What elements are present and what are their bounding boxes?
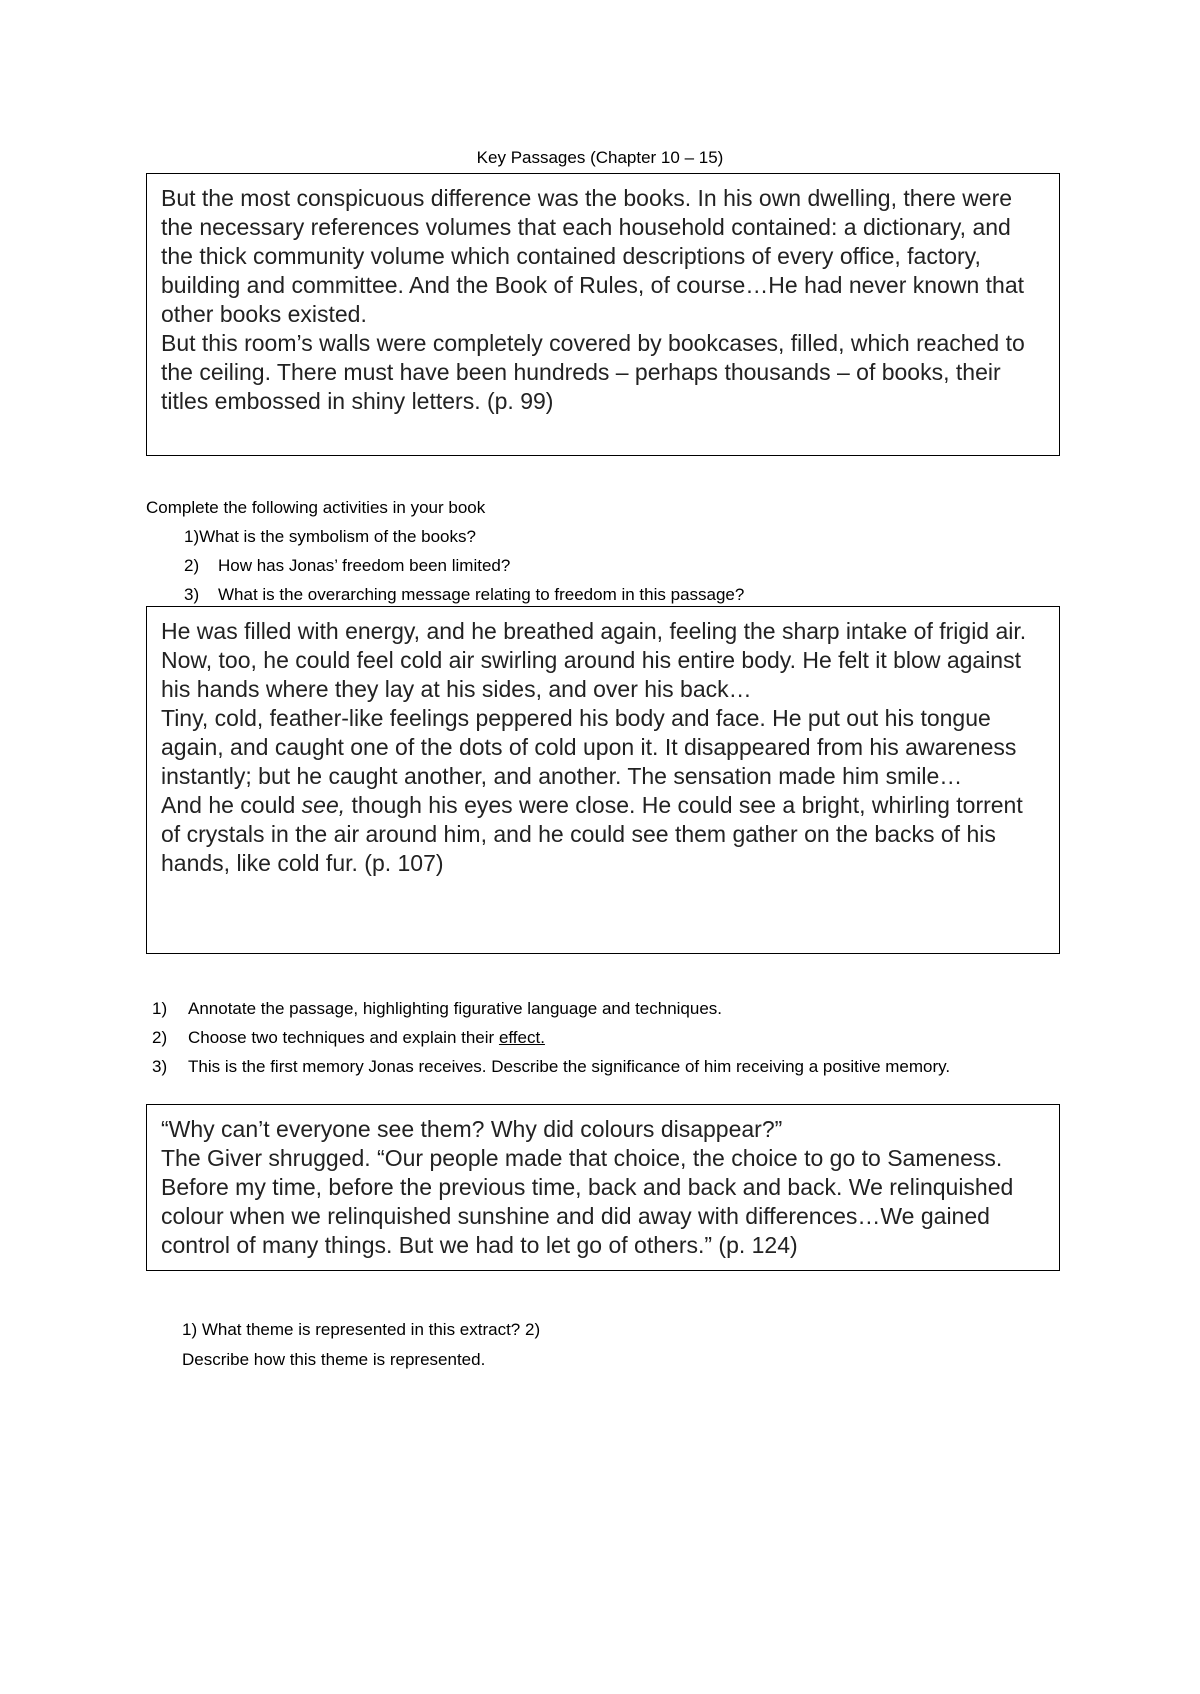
list-item xyxy=(152,994,1032,1023)
question-number: 2) xyxy=(184,556,200,575)
underlined-word: effect. xyxy=(498,1028,545,1047)
activities-intro: Complete the following activities in your book xyxy=(146,498,486,517)
passage-box-snow xyxy=(146,606,1060,954)
list-item xyxy=(184,527,744,556)
theme-question-line: Describe how this theme is represented. xyxy=(182,1350,486,1369)
passage-paragraph: The Giver shrugged. “Our people made that choice, the choice to go to Sameness. Before my time, before the previous time, back and back and back. We relinquished colour when we relinquished sunshine and did away with differences…We gained control of many things. But we had to let go of others.” (p. 124) xyxy=(161,1145,1014,1258)
question-number: 3) xyxy=(152,1057,168,1076)
list-item xyxy=(152,1052,1032,1081)
question-text: Annotate the passage, highlighting figurative language and techniques. xyxy=(188,999,723,1018)
question-number: 1) xyxy=(184,527,200,546)
question-text: This is the first memory Jonas receives. Describe the significance of him receiving a positive memory. xyxy=(188,1057,951,1076)
theme-question-line: 1) What theme is represented in this extract? 2) xyxy=(182,1320,541,1339)
theme-question xyxy=(182,1315,540,1375)
passage-text: though his eyes were close. He could see a bright, whirling torrent of crystals in the air around him, and he could see them gather on the backs of his hands, like cold fur. (p. 107) xyxy=(161,792,1023,876)
list-item xyxy=(184,556,744,585)
question-text: How has Jonas’ freedom been limited? xyxy=(218,556,511,575)
emphasized-word: see, xyxy=(301,792,346,818)
passage-paragraph xyxy=(161,791,1045,878)
passage-paragraph: He was filled with energy, and he breathed again, feeling the sharp intake of frigid air. Now, too, he could feel cold air swirling around his entire body. He felt it blow against his hands where they lay at his sides, and over his back… xyxy=(161,618,1027,702)
question-number: 3) xyxy=(184,585,200,604)
list-item xyxy=(152,1023,1032,1052)
question-number: 1) xyxy=(152,999,168,1018)
question-text: Choose two techniques and explain their xyxy=(188,1028,499,1047)
passage-paragraph: “Why can’t everyone see them? Why did colours disappear?” xyxy=(161,1116,783,1142)
page-title: Key Passages (Chapter 10 – 15) xyxy=(476,148,724,167)
passage-box-colours xyxy=(146,1104,1060,1271)
activity-list-snow xyxy=(152,994,1032,1081)
question-text: What is the symbolism of the books? xyxy=(199,527,476,546)
passage-paragraph: Tiny, cold, feather-like feelings peppered his body and face. He put out his tongue again, and caught one of the dots of cold upon it. It disappeared from his awareness instantly; but he caught another, and another. The sensation made him smile… xyxy=(161,705,1017,789)
activity-list-books xyxy=(184,527,744,614)
passage-text: And he could xyxy=(161,792,302,818)
question-number: 2) xyxy=(152,1028,168,1047)
passage-box-books xyxy=(146,173,1060,456)
passage-paragraph: But this room’s walls were completely covered by bookcases, filled, which reached to the ceiling. There must have been hundreds – perhaps thousands – of books, their titles embossed in shiny letters. (p. 99) xyxy=(161,330,1025,414)
question-text: What is the overarching message relating to freedom in this passage? xyxy=(218,585,745,604)
passage-paragraph: But the most conspicuous difference was the books. In his own dwelling, there were the necessary references volumes that each household contained: a dictionary, and the thick community volume which contained descriptions of every office, factory, building and committee. And the Book of Rules, of course…He had never known that other books existed. xyxy=(161,185,1025,327)
